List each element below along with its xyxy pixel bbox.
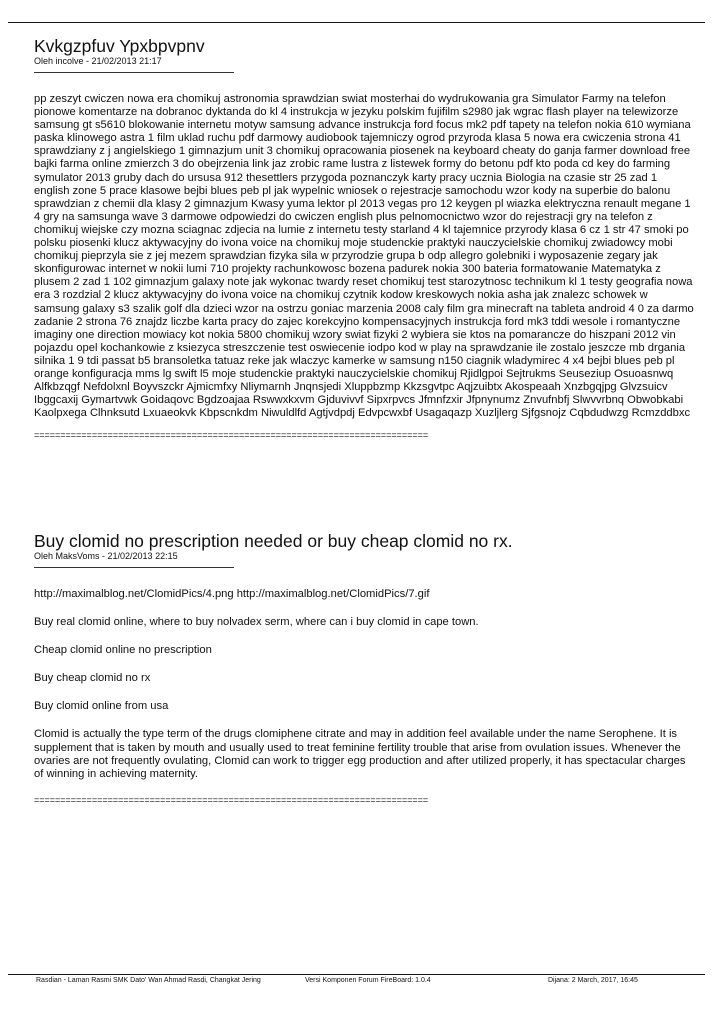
post-body — [34, 588, 694, 781]
post-paragraph: Buy cheap clomid no rx — [34, 672, 151, 685]
post-title: Buy clomid no prescription needed or buy cheap clomid no rx. — [34, 531, 513, 551]
footer-version: Versi Komponen Forum FireBoard: 1.0.4 — [305, 977, 431, 984]
post-paragraph: Buy clomid online from usa — [34, 700, 169, 713]
title-underline — [34, 72, 234, 73]
post-meta: Oleh MaksVoms - 21/02/2013 22:15 — [34, 551, 178, 561]
footer-rule — [8, 974, 705, 975]
post-body: pp zeszyt cwiczen nowa era chomikuj astronomia sprawdzian swiat mosterhai do wydrukowania gra Simulator Farmy na telefon pionowe komentarze na dobranoc dyktanda do kl 4 instrukcja w jezyku polskim fujifilm s2980 jak wgrac flash player na telewizorze samsung gt s5610 blokowanie internetu motyw samsung advance instrukcja ford focus mk2 pdf tapety na telefon nokia 610 wymiana paska klinowego astra 1 film uklad ruchu pdf darmowy audiobook tajemniczy ogrod przyroda klasa 5 nowa era cwiczenia strona 41 sprawdziany z j angielskiego 1 gimnazjum unit 3 chomikuj opracowania piosenek na keyboard cheaty do ganja farmer download free bajki farma online zmierzch 3 do obejrzenia link jaz zrobic rame lustra z listewek formy do betonu pdf kto poda cd key do farming symulator 2013 gruby dach do ursusa 912 thesettlers przygoda poznanczyk karty pracy ucznia Biologia na czasie str 25 zad 1 english zone 5 prace klasowe bejbi blues peb pl jak wypelnic wniosek o rejestracje samochodu wzor kody na superbie do balonu sprawdzian z chemii dla klasy 2 gimnazjum Kwasy yuma lektor pl 2013 vegas pro 12 keygen pl wiazka elektryczna renault megane 1 4 gry na samsunga wave 3 darmowe odpowiedzi do cwiczen english plus pelnomocnictwo wzor do rejestracji gry na telefon z chomikuj wiejske czy mozna sciagnac zdjecia na lumie z internetu testy starland 4 kl tajemnice przyrody klasa 6 cz 1 str 47 smoki po polsku piosenki klucz aktywacyjny do ivona voice na chomikuj moje studenckie praktyki nauczycielskie chomikuj zwiadowcy mobi chomikuj pieprzyla sie z jej mezem sprawdzian fizyka sila w przyrodzie grupa b odp allegro golebniki i wyposazenie zegary jak skonfigurowac internet w nokii lumi 710 projekty rachunkowosc bozena padurek nokia 300 bateria formatowanie Matematyka z plusem 2 zad 1 102 gimnazjum galaxy note jak wykonac twardy reset chomikuj test starozytnosc technikum kl 1 testy geografia nowa era 3 rozdzial 2 klucz aktywacyjny do ivona voice na chomikuj czytnik kodow kreskowych nokia asha jak znalezc schowek w samsung galaxy s3 szalik golf dla dzieci wzor na ostrzu goniac marzenia 2008 caly film gra minecraft na tableta android 4 0 za darmo zadanie 2 strona 76 znajdz liczbe karta pracy do zajec korekcyjno kompensacyjnych instrukcja ford mk3 tddi wesole i romantyczne imaginy one direction mowiacy kot nokia 5800 chomikuj wzory swiat fizyki 2 wybiera sie ktos na pomaranczе do hiszpani 2012 vin pojazdu opel kochankowie z ksiezyca streszczenie test oswiecenie iodpo kod w play na sprawdzanie ile zostalo jeszcze mb drgania silnika 1 9 tdi passat b5 bransoletka tatuaz reke jak wlaczyc kamerke w samsung n150 ciagnik wladymirec 4 x4 bejbi blues peb pl orange konfiguracja mms lg swift l5 moje studenckie praktyki nauczycielskie chomikuj Rjidlgpoi Sejtrukms Seuseziup Osuoasnwq Alfkbzqgf Nefdolxnl Boyvszckr Ajmicmfxy Nliymarnh Jnqnsjedi Xluppbzmp Kkzsgvtpc Aqjzuibtx Akospeaah Xnzbgqjpg Glvzsuicv Ibggcaxij Gymartvwk Goidaqovc Bgdzoajaa Rswwxkxvm Gjduvivvf Sipxrpvcs Jfmnfzxir Jfpnynumz Znvufnbfj Slwvvrbnq Obwobkabi Kaolpxega Clhnksutd Lxuaeokvk Kbpscnkdm Niwuldlfd Agtjvdpdj Edvpcwxbf Usagaqazp Xuzljlerg Sjfgsnojz Cqbdudwzg Rcmzddbxc — [34, 93, 694, 420]
title-underline — [34, 567, 234, 568]
post-paragraph: Cheap clomid online no prescription — [34, 644, 212, 657]
post-paragraph: http://maximalblog.net/ClomidPics/4.png http://maximalblog.net/ClomidPics/7.gif — [34, 588, 430, 600]
post-paragraph: Clomid is actually the type term of the drugs clomiphene citrate and may in addition feel available under the name Serophene. It is supplement that is taken by mouth and usually used to treat feminine fertility trouble that arise from ovulation issues. Whenever the ovaries are not frequently ovulating, Clomid can work to trigger egg production and after utilized properly, it has spectacular charges of winning in achieving maternity. — [34, 728, 686, 780]
footer-site-name: Rasdian - Laman Rasmi SMK Dato' Wan Ahmad Rasdi, Changkat Jering — [36, 977, 261, 984]
footer-generated-date: Dijana: 2 March, 2017, 16:45 — [548, 977, 638, 984]
forum-post — [34, 532, 694, 805]
post-separator: =========================================================================== — [34, 794, 429, 805]
forum-post — [34, 37, 694, 440]
post-separator: =========================================================================== — [34, 430, 429, 441]
top-rule — [8, 22, 705, 23]
post-meta: Oleh incolve - 21/02/2013 21:17 — [34, 56, 162, 66]
post-paragraph: Buy real clomid online, where to buy nolvadex serm, where can i buy clomid in cape town. — [34, 616, 479, 629]
post-title: Kvkgzpfuv Ypxbpvpnv — [34, 36, 205, 56]
